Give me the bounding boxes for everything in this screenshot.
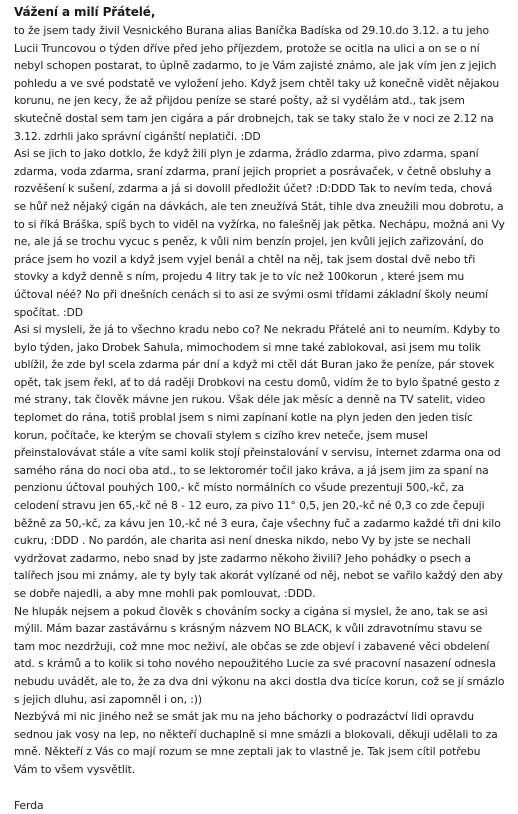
- letter-greeting: Vážení a milí Přátelé,: [14, 5, 156, 19]
- letter-body: [14, 4, 506, 814]
- letter-paragraph: to že jsem tady živil Vesnického Burana alias Baníčka Badíska od 29.10.do 3.12. a tu jeho Lucii Truncovou o týden dříve před jeho příjezdem, protože se ocitla na ulici a on se o ní nebyl schopen postarat, to úplně zadarmo, to je Vám zajisté známo, ale jak vím jen z jejich pohledu a ve své podstatě ve vyložení jeho. Když jsem chtěl taky už konečně vidět nějakou korunu, ne jen kecy, že až přijdou peníze se staré pošty, až si vydělám atd., tak jsem skutečně dostal sem tam jen cigára a pár drobnejch, tak se taky stalo že v noci ze 2.12 na 3.12. zdrhli jako správní cigánští neplatiči. :DD: [14, 24, 500, 143]
- letter-paragraph: Asi se jich to jako dotklo, že když žili plyn je zdarma, žrádlo zdarma, pivo zdarma, spaní zdarma, voda zdarma, sraní zdarma, praní jejich propriet a posrávaček, v četně obsluhy a rozvěšení k sušení, zdarma a já si dovolil předložit účet? :D:DDD Tak to nevím teda, chová se hůř než nějaký cigán na dávkách, ale ten zneužívá Stát, tihle dva zneužili mou dobrotu, a to si říká Bráška, spíš bych to viděl na vyžírka, no falešněj jak pětka. Nechápu, možná ani Vy ne, ale já se trochu vycuc s peněz, k vůli nim benzín projel, jen kvůli jejich zařizování, do práce jsem ho vozil a když jsem vyjel benál a chtěl na něj, tak jsem dostal dvě nebo tři stovky a když denně s ním, projedu 4 litry tak je to víc než 100korun , které jsem mu účtoval néé? No při dnešních cenách si to asi ze svými osmi třídami základní školy neumí spočítat. :DD: [14, 147, 505, 319]
- letter-signature: Ferda: [14, 798, 44, 812]
- letter-paragraph: Ne hlupák nejsem a pokud člověk s chováním socky a cigána si myslel, že ano, tak se asi mýlil. Mám bazar zastávárnu s krásným názvem NO BLACK, k vůli zdravotnímu stavu se tam moc nezdržuji, což mne moc neživí, ale občas se zde objeví i zabavené věci obdelení atd. s krámů a to kolik si toho nového nepoužitého Lucie za své pracovní nasazení odnesla nebudu uvádět, ale to, že za dva dni výkonu na akci dostla dva ticíce korun, což se jí smázlo s jejich dluhu, asi zapomněl i on, :)): [14, 604, 505, 706]
- letter-paragraph: Nezbývá mi nic jiného než se smát jak mu na jeho báchorky o podrazáctví lidi opravdu sednou jak vosy na lep, no někteří duchaplně si mne smázli a blokovali, děkuji udělali to za mně. Někteří z Vás co mají rozum se mne zeptali jak to vlastně je. Tak jsem cítil potřebu Vám to všem vysvětlit.: [14, 710, 498, 776]
- letter-paragraph: Asi si mysleli, že já to všechno kradu nebo co? Ne nekradu Přátelé ani to neumím. Kdyby to bylo týden, jako Drobek Sahula, mimochodem si mne také zablokoval, asi jsem mu tolik ublížil, že zde byl scela zdarma pár dní a když mi ctěl dát Buran jako že peníze, pár stovek opět, tak jsem řekl, ať to dá raději Drobkovi na cestu domů, vidím že to bylo špatné gesto z mé strany, tak člověk mávne jen rukou. Však déle jak měsíc a denně na TV satelit, video teplomet do rána, totiš problal jsem s nimi zapínaní kotle na plyn jeden den jeden tisíc korun, počítače, ke kterým se chovali stylem s cizího krev neteče, jsem musel přeinstalovávat stále a víte sami kolik stojí přeinstalování v servisu, internet zdarma ona od samého rána do noci oba atd., to se lektoromér točil jako kráva, a já jsem jim za spaní na penzionu účtoval pouhých 100,- kč místo normálních co všude prezentuji 500,-kč, za celodení stravu jen 65,-kč né 8 - 12 euro, za pivo 11° 0,5, jen 20,-kč né 0,3 co zde čepuji běžně za 50,-kč, za kávu jen 10,-kč né 3 eura, čaje všechny fuč a zadarmo každé tři dni kilo cukru, :DDD . No pardón, ale charita asi není dneska nikdo, nebo Vy by jste se nechali vydržovat zadarmo, nebo snad by jste zadarmo někoho živili? Jeho pohádky o psech a talířech jsou mi známy, ale ty byly tak akorát vylízané od něj, nebot se vařilo každý den aby se dobře najedli, a aby mne mohli pak pomlouvat, :DDD.: [14, 323, 503, 600]
